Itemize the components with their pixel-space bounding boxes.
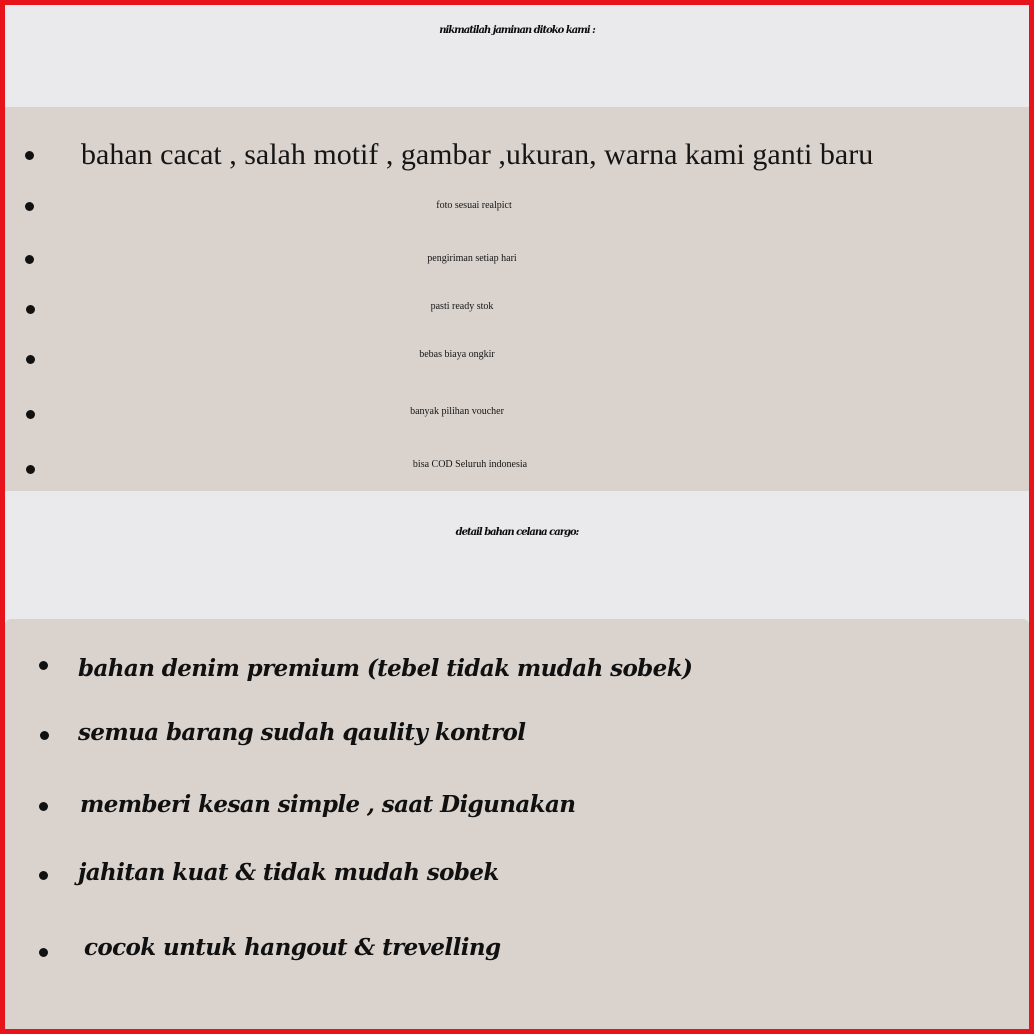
guarantee-title: nikmatilah jaminan ditoko kami : [439, 25, 595, 36]
details-item-text: jahitan kuat & tidak mudah sobek [78, 859, 499, 886]
bullet-icon [40, 731, 49, 740]
details-item [5, 853, 1029, 893]
guarantee-item-text: bisa COD Seluruh indonesia [412, 459, 528, 470]
guarantee-item-text: bahan cacat , salah motif , gambar ,ukuran, warna kami ganti baru [81, 138, 874, 171]
guarantee-item [5, 239, 1029, 279]
details-list [5, 619, 1029, 1034]
guarantee-item [5, 135, 1029, 175]
guarantee-item-text: pengiriman setiap hari [427, 253, 517, 264]
bullet-icon [39, 871, 48, 880]
guarantee-item-text: pasti ready stok [430, 301, 494, 312]
guarantee-item-text: bebas biaya ongkir [419, 349, 495, 360]
guarantee-item [5, 335, 1029, 375]
details-item-text: semua barang sudah qaulity kontrol [78, 719, 526, 746]
bullet-icon [39, 661, 48, 670]
details-title: detail bahan celana cargo: [455, 527, 579, 538]
details-item [5, 713, 1029, 753]
guarantee-item [5, 392, 1029, 432]
bullet-icon [25, 151, 34, 160]
details-item [5, 649, 1029, 689]
bullet-icon [39, 948, 48, 957]
details-item-text: cocok untuk hangout & trevelling [84, 934, 501, 961]
details-item [5, 928, 1029, 968]
guarantee-item [5, 287, 1029, 327]
details-item-text: bahan denim premium (tebel tidak mudah sobek) [78, 655, 693, 682]
guarantee-item [5, 445, 1029, 485]
details-item-text: memberi kesan simple , saat Digunakan [80, 791, 576, 818]
guarantee-item-text: banyak pilihan voucher [410, 406, 504, 417]
bullet-icon [39, 802, 48, 811]
details-item [5, 785, 1029, 825]
guarantee-item [5, 186, 1029, 226]
guarantee-item-text: foto sesuai realpict [436, 200, 512, 211]
guarantee-list [5, 107, 1029, 491]
